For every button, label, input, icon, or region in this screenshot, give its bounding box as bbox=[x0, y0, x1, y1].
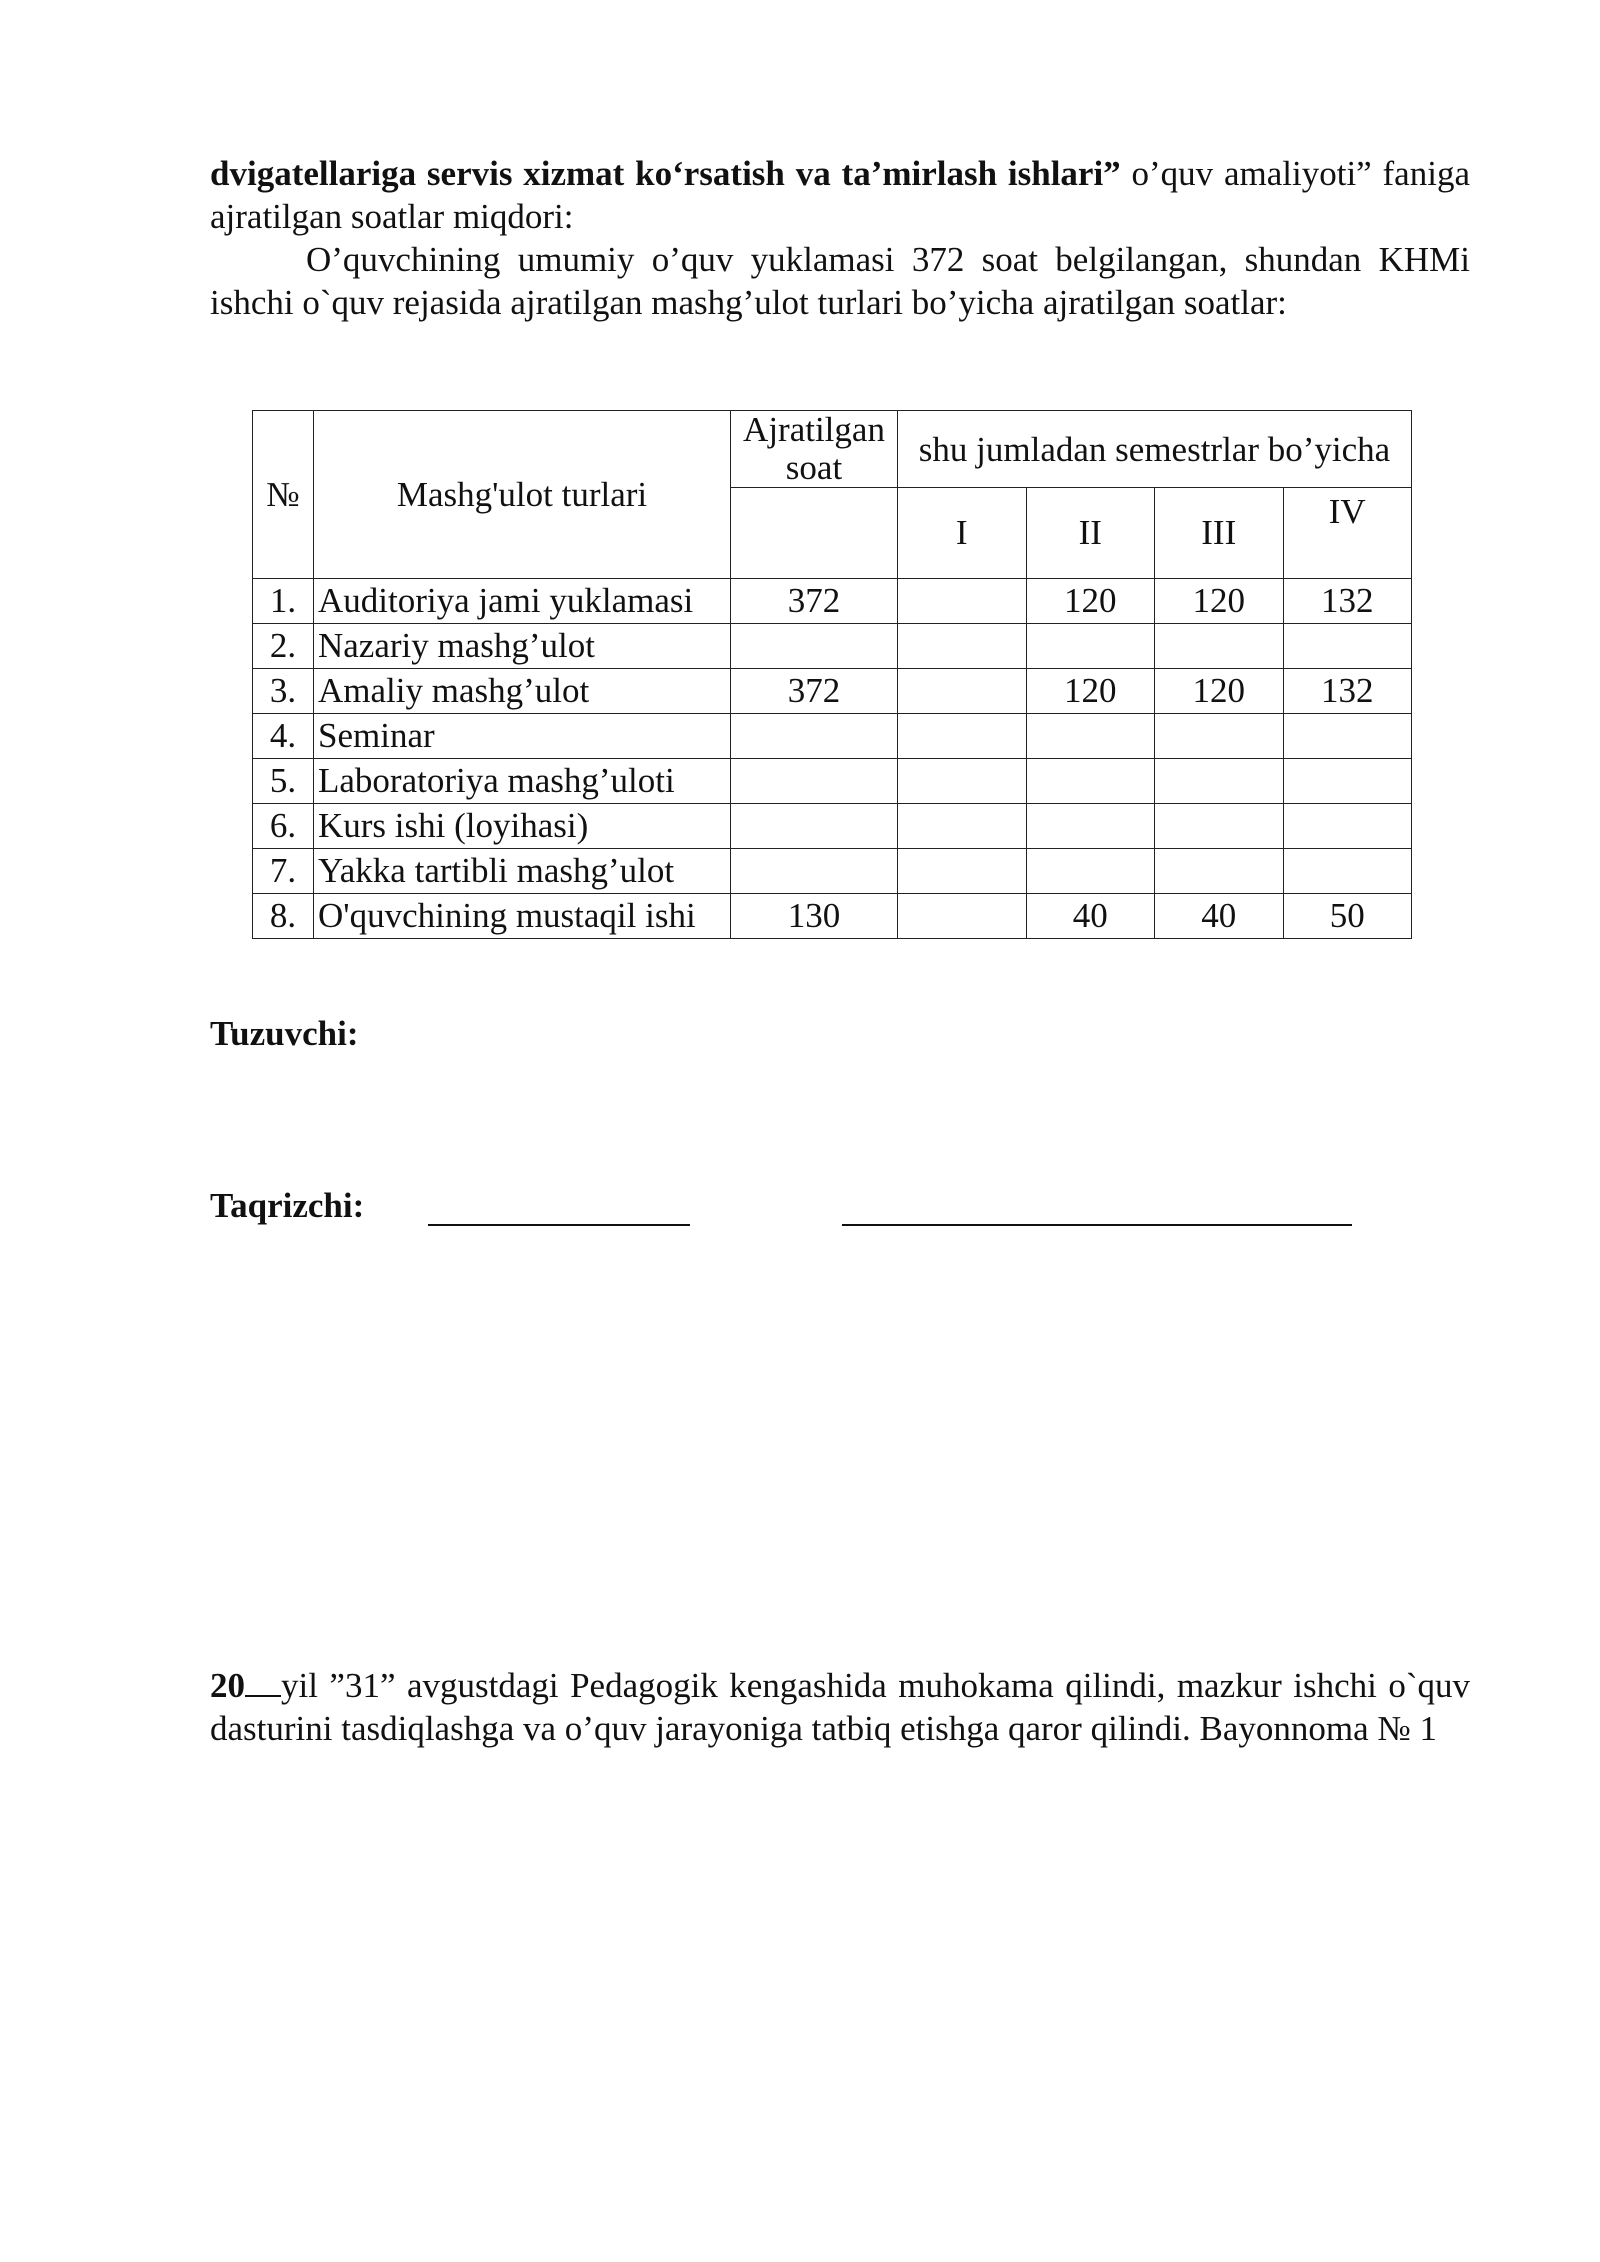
intro-title-rest: o’quv amaliyoti” faniga ajratilgan soatlar miqdori: bbox=[210, 154, 1470, 236]
reviewer-signature-line bbox=[428, 1224, 690, 1226]
row-num: 3. bbox=[253, 669, 314, 714]
row-sem-1 bbox=[898, 894, 1027, 939]
row-sem-3 bbox=[1155, 624, 1284, 669]
row-hours: 372 bbox=[731, 669, 898, 714]
table-row bbox=[253, 759, 1412, 804]
row-hours bbox=[731, 759, 898, 804]
row-sem-4 bbox=[1283, 759, 1412, 804]
row-sem-1 bbox=[898, 849, 1027, 894]
row-sem-2: 120 bbox=[1026, 669, 1155, 714]
row-hours bbox=[731, 714, 898, 759]
row-name: Yakka tartibli mashg’ulot bbox=[314, 849, 731, 894]
header-sem-2: II bbox=[1026, 488, 1155, 579]
row-name: Laboratoriya mashg’uloti bbox=[314, 759, 731, 804]
row-sem-4: 132 bbox=[1283, 669, 1412, 714]
row-sem-2 bbox=[1026, 849, 1155, 894]
compiler-label: Tuzuvchi: bbox=[210, 1014, 359, 1053]
table-row bbox=[253, 624, 1412, 669]
row-sem-2: 120 bbox=[1026, 579, 1155, 624]
header-hours: Ajratilgan soat bbox=[731, 411, 898, 488]
table-row bbox=[253, 894, 1412, 939]
approval-paragraph bbox=[210, 1664, 1470, 1750]
hours-table bbox=[252, 410, 1412, 939]
row-sem-2: 40 bbox=[1026, 894, 1155, 939]
row-hours: 372 bbox=[731, 579, 898, 624]
row-sem-4 bbox=[1283, 804, 1412, 849]
row-sem-3 bbox=[1155, 759, 1284, 804]
row-hours: 130 bbox=[731, 894, 898, 939]
row-hours bbox=[731, 624, 898, 669]
header-sem-3: III bbox=[1155, 488, 1284, 579]
approval-text: yil ”31” avgustdagi Pedagogik kengashida muhokama qilindi, mazkur ishchi o`quv dasturini tasdiqlashga va o’quv jarayoniga tatbiq etishga qaror qilindi. Bayonnoma № 1 bbox=[210, 1666, 1470, 1748]
row-hours bbox=[731, 849, 898, 894]
row-num: 5. bbox=[253, 759, 314, 804]
row-sem-3 bbox=[1155, 804, 1284, 849]
row-sem-3: 120 bbox=[1155, 579, 1284, 624]
row-name: O'quvchining mustaqil ishi bbox=[314, 894, 731, 939]
header-num: № bbox=[253, 411, 314, 579]
row-sem-1 bbox=[898, 714, 1027, 759]
row-num: 4. bbox=[253, 714, 314, 759]
header-hours-blank bbox=[731, 488, 898, 579]
reviewer-label: Taqrizchi: bbox=[210, 1186, 365, 1225]
row-sem-4: 132 bbox=[1283, 579, 1412, 624]
row-sem-4 bbox=[1283, 624, 1412, 669]
intro-title-bold: dvigatellariga servis xizmat ko‘rsatish va ta’mirlash ishlari” bbox=[210, 154, 1121, 193]
row-sem-3: 120 bbox=[1155, 669, 1284, 714]
header-sem-1: I bbox=[898, 488, 1027, 579]
year-blank-line bbox=[245, 1667, 281, 1697]
header-name: Mashg'ulot turlari bbox=[314, 411, 731, 579]
row-sem-4: 50 bbox=[1283, 894, 1412, 939]
row-sem-2 bbox=[1026, 759, 1155, 804]
row-num: 7. bbox=[253, 849, 314, 894]
row-sem-2 bbox=[1026, 624, 1155, 669]
row-sem-3: 40 bbox=[1155, 894, 1284, 939]
table-row bbox=[253, 579, 1412, 624]
row-sem-2 bbox=[1026, 804, 1155, 849]
table-row bbox=[253, 849, 1412, 894]
row-sem-2 bbox=[1026, 714, 1155, 759]
row-name: Nazariy mashg’ulot bbox=[314, 624, 731, 669]
table-row bbox=[253, 804, 1412, 849]
row-sem-1 bbox=[898, 624, 1027, 669]
reviewer-name-line bbox=[842, 1224, 1352, 1226]
header-semesters: shu jumladan semestrlar bo’yicha bbox=[898, 411, 1412, 488]
row-num: 8. bbox=[253, 894, 314, 939]
row-sem-3 bbox=[1155, 849, 1284, 894]
intro-paragraph: O’quvchining umumiy o’quv yuklamasi 372 soat belgilangan, shundan KHMi ishchi o`quv rejasida ajratilgan mashg’ulot turlari bo’yicha ajratilgan soatlar: bbox=[210, 240, 1470, 322]
row-num: 6. bbox=[253, 804, 314, 849]
row-sem-1 bbox=[898, 669, 1027, 714]
row-name: Seminar bbox=[314, 714, 731, 759]
row-sem-1 bbox=[898, 804, 1027, 849]
row-hours bbox=[731, 804, 898, 849]
row-sem-4 bbox=[1283, 849, 1412, 894]
table-row bbox=[253, 669, 1412, 714]
row-num: 1. bbox=[253, 579, 314, 624]
row-sem-1 bbox=[898, 579, 1027, 624]
row-name: Kurs ishi (loyihasi) bbox=[314, 804, 731, 849]
intro-title-paragraph bbox=[210, 152, 1470, 238]
year-prefix: 20 bbox=[210, 1666, 245, 1705]
row-name: Amaliy mashg’ulot bbox=[314, 669, 731, 714]
table-row bbox=[253, 714, 1412, 759]
row-sem-4 bbox=[1283, 714, 1412, 759]
row-sem-1 bbox=[898, 759, 1027, 804]
row-num: 2. bbox=[253, 624, 314, 669]
row-name: Auditoriya jami yuklamasi bbox=[314, 579, 731, 624]
header-sem-4: IV bbox=[1283, 488, 1412, 579]
row-sem-3 bbox=[1155, 714, 1284, 759]
